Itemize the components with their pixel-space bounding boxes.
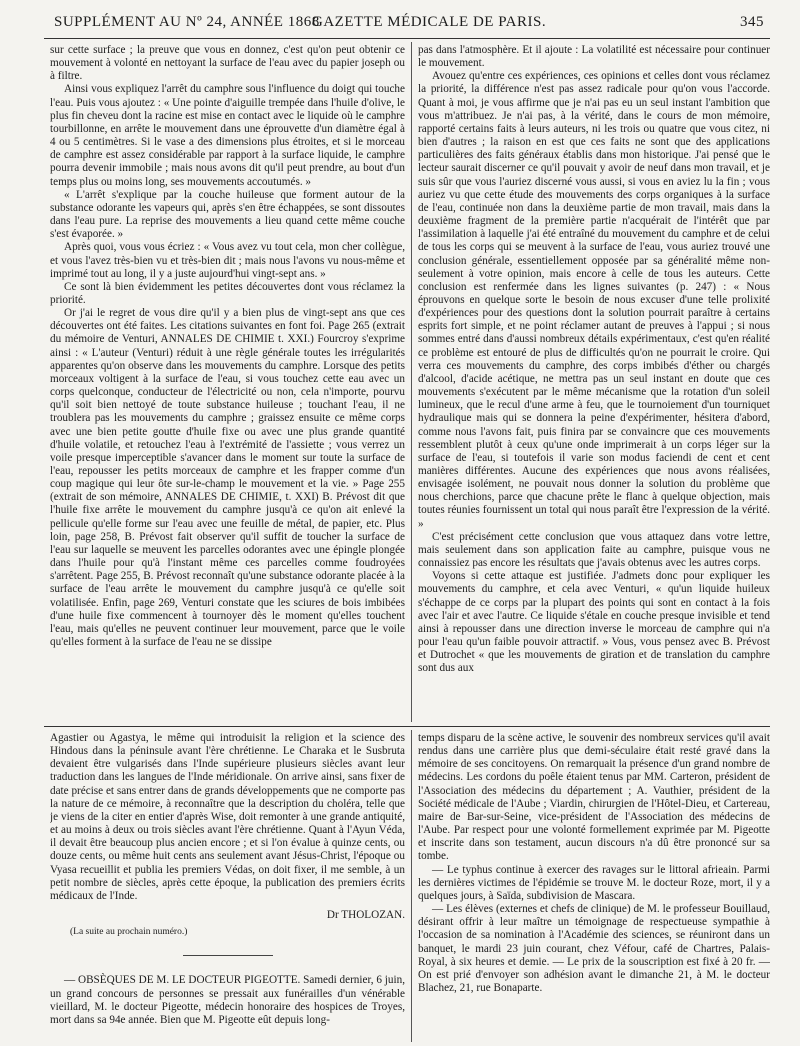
author-signature: Dr THOLOZAN. <box>326 909 405 922</box>
bottom-left-column <box>50 732 405 1040</box>
paragraph: Ce sont là bien évidemment les petites découvertes dont vous réclamez la priorité. <box>50 280 405 306</box>
page-header <box>54 14 764 36</box>
paragraph: pas dans l'atmosphère. Et il ajoute : La volatilité est nécessaire pour continuer le mouvement. <box>418 44 770 70</box>
paragraph: Voyons si cette attaque est justifiée. J'admets donc pour expliquer les mouvements du camphre, et cela avec Venturi, « qu'un liquide huileux s'échappe de ce corps par la plupart des points qui sont en contact à la fois avec l'air et avec l'autre. Ce liquide s'étale en couche presque invisible et tend ainsi à repousser dans une direction inverse le morceau de camphre qui n'a pour l'eau qu'un faible pouvoir attractif. » Vous, vous pensez avec B. Prévost et Dutrochet « que les mouvements de giration et de translation du camphre sont dus aux <box>418 570 770 675</box>
top-left-column <box>50 44 405 720</box>
continuation-note: (La suite au prochain numéro.) <box>70 927 188 938</box>
paragraph: Or j'ai le regret de vous dire qu'il y a bien plus de vingt-sept ans que ces découvertes ont été faites. Les citations suivantes en font foi. Page 265 (extrait du mémoire de Venturi, ANNALES DE CHIMIE t. XXI.) Fourcroy s'exprime ainsi : « L'auteur (Venturi) réduit à une règle générale toutes les irrégularités apparentes qu'on observe dans les mouvements du camphre. Lorsque des petits morceaux voltigent à la surface de l'eau, si vous touchez cette eau avec un corps quelconque, conducteur de l'électricité ou non, cela n'importe, pourvu qu'il soit bien nettoyé de toute substance huileuse ; touchant l'eau, il ne troublera pas les mouvements du camphre ; graissez ensuite ce même corps avec une bien petite goutte d'huile fixe ou avec une plus grande quantité d'huile volatile, et retouchez l'eau à l'extrémité de l'assiette ; vous verrez un voile presque imperceptible s'avancer dans le moment sur toute la surface de l'eau, repousser les petits morceaux de camphre et les frapper comme d'un coup magique qui leur ôte sur-le-champ le mouvement et la vie. » Page 255 (extrait de son mémoire, ANNALES DE CHIMIE, t. XXI) B. Prévost dit que l'huile fixe arrête le mouvement du camphre jusqu'à ce qu'on ait enlevé la pellicule qu'elle forme sur l'eau avec une feuille de métal, de papier, etc. Plus loin, page 258, B. Prévost fait observer qu'il suffit de toucher la surface de l'eau sur laquelle se meuvent les parcelles odorantes avec une épingle plongée dans l'huile pour qu'à l'instant même ces parcelles comme foudroyées s'arrêtent. Page 255, B. Prévost reconnaît qu'une substance odorante placée à la surface de l'eau arrête le mouvement du camphre jusqu'à ce qu'elle soit volatilisée. Enfin, page 269, Venturi constate que les sciures de bois imbibées d'une huile fixe commencent à tournoyer dès le moment qu'elles touchent l'eau, mais qu'elles ne peuvent continuer leur mouvement, parce que le voile qu'elles forment à la surface de l'eau ne se dissipe <box>50 307 405 649</box>
column-divider <box>411 730 412 1042</box>
paragraph: C'est précisément cette conclusion que vous attaquez dans votre lettre, mais seulement dans son application faite au camphre, puisque vous ne connaissiez pas encore les résultats que j'avais obtenus avec les autres corps. <box>418 530 770 570</box>
paragraph: Après quoi, vous vous écriez : « Vous avez vu tout cela, mon cher collègue, et vous l'avez très-bien vu et très-bien dit ; mais nous l'avons vu nous-même et imprimé tout au long, il y a juste aujourd'hui vingt-sept ans. » <box>50 241 405 280</box>
quote-paragraph: « L'arrêt s'explique par la couche huileuse que forment autour de la substance odorante les vapeurs qui, après s'en être échappées, se sont dissoutes dans l'eau pure. La reprise des mouvements a lieu quand cette même couche s'est évaporée. » <box>50 188 405 241</box>
news-item: — Les élèves (externes et chefs de clinique) de M. le professeur Bouillaud, désirant offrir à leur maître un témoignage de respectueuse sympathie à l'occasion de sa nomination à l'Académie des sciences, se réuniront dans un banquet, le mardi 23 juin courant, chez Véfour, café de Chartres, Palais-Royal, à six heures et demie. — Le prix de la souscription est fixé à 20 fr. — On est prié d'envoyer son adhésion avant le dimanche 21, à M. le docteur Blachez, 21, rue Bonaparte. <box>418 903 770 994</box>
paragraph: Ainsi vous expliquez l'arrêt du camphre sous l'influence du doigt qui touche l'eau. Puis vous ajoutez : « Une pointe d'aiguille trempée dans l'huile d'olive, le plus fin cheveu dont la racine est mise en contact avec le liquide où le camphre tourbillonne, en arrête le mouvement dans une éprouvette d'un diamètre égal à 4 ou 5 centimètres. Si le vase a des dimensions plus étroites, et si le morceau de camphre est assez considérable par rapport à la surface liquide, le camphre pourra devenir immobile ; mais nous avons dit qu'il peut prendre, au bout d'un temps plus ou moins long, ses mouvements accoutumés. » <box>50 83 405 188</box>
top-right-column <box>418 44 770 720</box>
short-divider <box>183 955 273 956</box>
section-rule <box>44 726 770 727</box>
paragraph: Agastier ou Agastya, le même qui introduisit la religion et la science des Hindous dans la péninsule avant l'ère chrétienne. Le Charaka et le Susbruta devaient être vulgarisés dans l'Inde supérieure plusieurs siècles avant leur traduction dans les langues de l'Inde méridionale. On arrive ainsi, sans fixer de date précise et sans entrer dans de grands développements que ne comporte pas la nature de ce mémoire, à reconnaître que la description du choléra, telle que je viens de la citer en entier d'après Wise, doit remonter à une grande antiquité, et au moins à deux ou trois siècles avant l'ère chrétienne. Quant à l'Ayun Véda, il devait être beaucoup plus ancien encore ; et si l'on évalue à quinze cents, ou douze cents, ou même huit cents ans seulement avant Jésus-Christ, l'époque ou Vyasa recueillit et publia les premiers Védas, on doit fixer, il me semble, à un petit nombre de siècles, après cette époque, la publication des premiers écrits médicaux de l'Inde. <box>50 732 405 902</box>
header-journal-title: GAZETTE MÉDICALE DE PARIS. <box>312 14 547 30</box>
paragraph: temps disparu de la scène active, le souvenir des nombreux services qu'il avait rendus dans une carrière plus que demi-séculaire était resté gravé dans la mémoire de ses concitoyens. On remarquait la présence d'un grand nombre de médecins. Les cordons du poêle étaient tenus par MM. Carteron, président de l'Association des médecins du département ; A. Vauthier, président de la Société médicale de l'Aube ; Viardin, chirurgien de l'Hôtel-Dieu, et Cartereau, maire de Bar-sur-Seine, vice-président de l'Association des médecins de l'Aube. Par respect pour une volonté formellement exprimée par M. Pigeotte et inscrite dans son testament, aucun discours n'a dû être prononcé sur sa tombe. <box>418 732 770 863</box>
header-page-number: 345 <box>740 14 764 30</box>
paragraph: Avouez qu'entre ces expériences, ces opinions et celles dont vous réclamez la priorité, la différence n'est pas assez radicale pour qu'on vous l'accorde. Quant à moi, je vous affirme que je n'ai pas eu un seul instant l'ambition que vous m'attribuez. Je n'ai pas, à la vérité, dans le cours de mon mémoire, rapporté certains faits à leurs auteurs, ni les trois ou quatre que vous citez, ni bien d'autres ; la raison en est que ces faits ne sont que des applications particulières des faits généraux établis dans mon historique. J'ai pensé que le lecteur saurait discerner ce qu'il pouvait y avoir de neuf dans mon travail, et je suis sûr que vous l'auriez discerné vous aussi, si vous en aviez lu la fin ; vous auriez vu que cette étude des mouvements des corps organiques à la surface de l'eau, continuée non dans la deuxième partie de mon travail, mais dans la deuxième fragment de la première partie n'acquérait de l'intérêt que par l'assimilation à laquelle j'ai été entraîné du mouvement du camphre et de celui de tous les corps qui se meuvent à la surface de l'eau, vous auriez trouvé une conclusion générale, essentiellement opposée par sa généralité même non-seulement à votre opinion, mais encore à celle de tous les auteurs. Cette conclusion est renfermée dans les lignes suivantes (p. 247) : « Nous éprouvons en quelque sorte le besoin de nous excuser d'une telle prolixité d'expériences pour des questions dont la solution pourrait paraître à certains esprits fort simple, et ne point réclamer autant de preuves à l'appui ; si nous sommes entré dans d'aussi nombreux détails expérimentaux, c'est qu'en réalité ce problème est entouré de plus de difficultés qu'on ne pourrait le croire. Qui verra ces mouvements du camphre, des corps imbibés d'éther ou chargés d'alcool, d'acide acétique, ne mettra pas un seul instant en doute que ces mouvements s'exécutent par le même mécanisme que la rotation d'un soleil lumineux, que le recul d'une arme à feu, que le tournoiement d'un tourniquet hydraulique mais qui se donnera la peine d'expérimenter, hésitera d'abord, comme nous l'avons fait, puis finira par se convaincre que ces mouvements ressemblent plutôt à ceux qu'une onde imprimerait à un corps léger sur la surface de l'eau, si toutefois il varie son modus faciendi de cent et cent manières différentes. Aucune des expériences que nous avons réalisées, envisagée isolément, ne pouvait nous donner la solution du problème que nous cherchions, parce que chacune prête le flanc à quelque objection, mais toutes réunies fournissent un total qui nous paraît être l'expression de la vérité. » <box>418 70 770 530</box>
paragraph: sur cette surface ; la preuve que vous en donnez, c'est qu'on peut obtenir ce mouvement à volonté en nettoyant la surface de l'eau avec du papier joseph ou à filtre. <box>50 44 405 83</box>
obituary-paragraph: — OBSÈQUES DE M. LE DOCTEUR PIGEOTTE. Samedi dernier, 6 juin, un grand concours de personnes se pressait aux funérailles d'un vénérable vieillard, M. le docteur Pigeotte, médecin honoraire des hospices de Troyes, mort dans sa 94e année. Bien que M. Pigeotte eût depuis long- <box>50 974 405 1026</box>
column-divider <box>411 42 412 722</box>
news-item: — Le typhus continue à exercer des ravages sur le littoral afrieain. Parmi les dernières victimes de l'épidémie se trouve M. le docteur Roze, mort, il y a quelques jours, à Saïda, subdivision de Mascara. <box>418 863 770 902</box>
header-issue: SUPPLÉMENT AU Nº 24, ANNÉE 1868 <box>54 14 320 30</box>
bottom-right-column <box>418 732 770 1040</box>
header-rule <box>44 38 770 39</box>
